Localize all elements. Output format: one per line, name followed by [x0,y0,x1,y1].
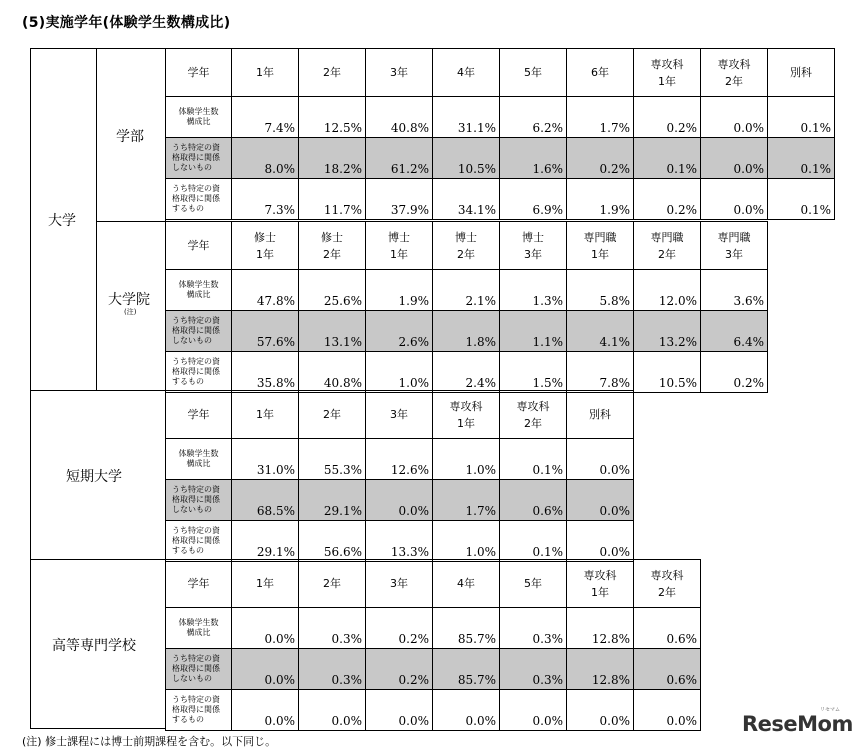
value-cell: 56.6% [299,521,366,562]
value-cell: 12.0% [634,270,701,311]
value-cell: 13.3% [366,521,433,562]
value-cell: 0.1% [768,179,835,220]
header-line-1: 学年 [187,66,210,79]
row-label-line: うち特定の資 [172,485,220,494]
row-label-line: するもの [172,204,204,213]
header-line-1: 1年 [256,408,274,421]
undergrad-table [165,48,835,220]
row-label [166,690,232,731]
value-cell: 0.2% [366,608,433,649]
grade-column-header [701,222,768,270]
value-cell: 1.5% [500,352,567,393]
page-title: (5)実施学年(体験学生数構成比) [22,15,231,31]
value-cell: 0.0% [232,690,299,731]
row-label-line: しないもの [172,163,212,172]
value-cell: 1.0% [433,521,500,562]
row-label [166,521,232,562]
value-cell: 0.2% [634,179,701,220]
value-cell: 13.1% [299,311,366,352]
header-line-1: 学年 [187,577,210,590]
value-cell: 8.0% [232,138,299,179]
header-line-1: 3年 [390,577,408,590]
header-line-2: 1年 [256,247,274,261]
table-row [166,439,634,480]
value-cell: 13.2% [634,311,701,352]
value-cell: 0.0% [701,179,768,220]
header-line-1: 学年 [187,239,210,252]
grade-column-header [701,49,768,97]
header-line-1: 専攻科 [516,399,550,413]
row-label [166,352,232,393]
value-cell: 34.1% [433,179,500,220]
header-line-1: 5年 [524,577,542,590]
header-line-1: 1年 [256,577,274,590]
row-label [166,439,232,480]
value-cell: 0.6% [634,608,701,649]
value-cell: 7.8% [567,352,634,393]
header-line-1: 2年 [323,577,341,590]
header-line-1: 6年 [591,66,609,79]
graduate-label: 大学院 [108,292,150,308]
header-line-1: 4年 [457,577,475,590]
header-line-2: 1年 [457,416,475,430]
grade-column-header [500,49,567,97]
value-cell: 1.7% [433,480,500,521]
header-line-2: 2年 [658,247,676,261]
value-cell: 0.0% [232,649,299,690]
value-cell: 7.3% [232,179,299,220]
header-line-1: 専門職 [717,230,751,244]
table-row [166,480,634,521]
grade-column-header [366,391,433,439]
value-cell: 0.3% [500,608,567,649]
value-cell: 3.6% [701,270,768,311]
grade-header [166,391,232,439]
row-label-line: 格取得に関係 [172,367,220,376]
row-label [166,608,232,649]
row-label-line: 格取得に関係 [172,536,220,545]
row-label-line: しないもの [172,505,212,514]
value-cell: 31.1% [433,97,500,138]
row-label-line: 体験学生数 [178,618,219,627]
value-cell: 0.6% [500,480,567,521]
value-cell: 1.0% [433,439,500,480]
value-cell: 1.9% [366,270,433,311]
grade-column-header [299,49,366,97]
grade-column-header [500,222,567,270]
grade-column-header [433,560,500,608]
technical-college-label: 高等専門学校 [52,638,136,654]
row-label-line: 格取得に関係 [172,705,220,714]
value-cell: 31.0% [232,439,299,480]
row-label [166,480,232,521]
value-cell: 0.3% [299,649,366,690]
value-cell: 6.2% [500,97,567,138]
junior-college-label: 短期大学 [66,469,122,485]
university-label: 大学 [48,213,76,229]
value-cell: 0.0% [567,480,634,521]
value-cell: 1.6% [500,138,567,179]
value-cell: 0.2% [701,352,768,393]
value-cell: 55.3% [299,439,366,480]
grade-column-header [433,391,500,439]
header-line-1: 博士 [455,230,477,244]
header-line-1: 専攻科 [650,57,684,71]
table-row [166,179,835,220]
value-cell: 35.8% [232,352,299,393]
resemom-logo-small: リセマム [820,707,840,713]
table-row [166,97,835,138]
header-line-1: 博士 [522,230,544,244]
header-line-1: 修士 [254,230,276,244]
value-cell: 4.1% [567,311,634,352]
value-cell: 37.9% [366,179,433,220]
undergrad-label: 学部 [116,129,144,145]
row-label-line: 体験学生数 [178,107,219,116]
value-cell: 0.0% [567,439,634,480]
grade-column-header [232,49,299,97]
value-cell: 85.7% [433,608,500,649]
value-cell: 0.0% [366,690,433,731]
value-cell: 29.1% [232,521,299,562]
header-line-1: 専門職 [583,230,617,244]
row-label-line: 構成比 [186,290,211,299]
table-row [166,521,634,562]
row-label-line: 体験学生数 [178,449,219,458]
table-row [166,608,701,649]
row-label-line: するもの [172,715,204,724]
value-cell: 0.0% [701,138,768,179]
value-cell: 57.6% [232,311,299,352]
header-line-2: 2年 [323,247,341,261]
row-label-line: うち特定の資 [172,695,220,704]
row-label [166,179,232,220]
value-cell: 12.5% [299,97,366,138]
header-line-1: 別科 [589,408,611,421]
value-cell: 12.8% [567,649,634,690]
value-cell: 0.0% [567,521,634,562]
value-cell: 29.1% [299,480,366,521]
value-cell: 11.7% [299,179,366,220]
header-line-2: 1年 [591,585,609,599]
row-label-line: 格取得に関係 [172,153,220,162]
header-line-2: 1年 [658,74,676,88]
row-label-line: 構成比 [186,628,211,637]
graduate-table [165,221,768,393]
value-cell: 0.3% [299,608,366,649]
value-cell: 47.8% [232,270,299,311]
header-line-2: 2年 [725,74,743,88]
value-cell: 18.2% [299,138,366,179]
grade-column-header [299,391,366,439]
row-label-line: しないもの [172,674,212,683]
row-label-line: うち特定の資 [172,526,220,535]
value-cell: 0.1% [500,521,567,562]
grade-column-header [433,222,500,270]
header-line-2: 1年 [591,247,609,261]
footnote: (注) 修士課程には博士前期課程を含む。以下同じ。 [22,735,277,748]
value-cell: 25.6% [299,270,366,311]
row-label-line: するもの [172,546,204,555]
junior-college-table [165,390,634,562]
grade-column-header [433,49,500,97]
header-line-1: 5年 [524,66,542,79]
value-cell: 68.5% [232,480,299,521]
header-line-2: 3年 [725,247,743,261]
table-row [166,270,768,311]
grade-column-header [567,560,634,608]
header-line-1: 修士 [321,230,343,244]
header-line-2: 2年 [658,585,676,599]
grade-column-header [567,222,634,270]
value-cell: 12.8% [567,608,634,649]
value-cell: 0.2% [366,649,433,690]
header-line-1: 2年 [323,408,341,421]
row-label-line: 格取得に関係 [172,194,220,203]
value-cell: 0.2% [567,138,634,179]
table-row [166,138,835,179]
grade-column-header [634,560,701,608]
grade-column-header [567,49,634,97]
value-cell: 10.5% [433,138,500,179]
row-label-line: 格取得に関係 [172,326,220,335]
value-cell: 0.0% [232,608,299,649]
row-label [166,649,232,690]
row-label-line: うち特定の資 [172,316,220,325]
row-label-line: うち特定の資 [172,357,220,366]
header-line-1: 3年 [390,66,408,79]
grade-column-header [366,222,433,270]
value-cell: 1.7% [567,97,634,138]
grade-column-header [366,49,433,97]
value-cell: 0.1% [768,97,835,138]
row-label-line: うち特定の資 [172,184,220,193]
value-cell: 0.6% [634,649,701,690]
grade-column-header [634,49,701,97]
header-line-1: 学年 [187,408,210,421]
table-row [166,690,701,731]
header-line-1: 3年 [390,408,408,421]
value-cell: 0.2% [634,97,701,138]
value-cell: 0.1% [634,138,701,179]
table-row [166,352,768,393]
value-cell: 6.9% [500,179,567,220]
row-label-line: 格取得に関係 [172,664,220,673]
header-line-1: 別科 [790,66,812,79]
value-cell: 7.4% [232,97,299,138]
row-label-line: 体験学生数 [178,280,219,289]
grade-column-header [299,560,366,608]
row-label [166,97,232,138]
value-cell: 2.1% [433,270,500,311]
value-cell: 40.8% [299,352,366,393]
row-label-line: うち特定の資 [172,654,220,663]
row-label-line: うち特定の資 [172,143,220,152]
header-line-1: 1年 [256,66,274,79]
value-cell: 85.7% [433,649,500,690]
row-label-line: しないもの [172,336,212,345]
value-cell: 40.8% [366,97,433,138]
grade-header [166,49,232,97]
row-label-line: するもの [172,377,204,386]
value-cell: 0.0% [567,690,634,731]
value-cell: 1.3% [500,270,567,311]
value-cell: 0.1% [768,138,835,179]
grade-header [166,560,232,608]
header-line-1: 専攻科 [449,399,483,413]
value-cell: 2.4% [433,352,500,393]
grade-header [166,222,232,270]
resemom-logo: ReseMom [742,712,853,736]
grade-column-header [500,560,567,608]
header-line-1: 博士 [388,230,410,244]
grade-column-header [634,222,701,270]
table-row [166,311,768,352]
row-label [166,311,232,352]
header-line-1: 4年 [457,66,475,79]
grade-column-header [768,49,835,97]
value-cell: 0.0% [299,690,366,731]
value-cell: 0.0% [433,690,500,731]
row-label [166,270,232,311]
header-line-1: 専攻科 [717,57,751,71]
header-line-1: 2年 [323,66,341,79]
graduate-note-mark: (注) [124,308,137,316]
value-cell: 1.9% [567,179,634,220]
grade-column-header [500,391,567,439]
value-cell: 0.0% [634,690,701,731]
technical-college-table [165,559,701,731]
value-cell: 0.3% [500,649,567,690]
row-label-line: 構成比 [186,117,211,126]
grade-column-header [232,560,299,608]
header-line-2: 1年 [390,247,408,261]
value-cell: 0.0% [500,690,567,731]
header-line-1: 専攻科 [650,568,684,582]
value-cell: 12.6% [366,439,433,480]
grade-column-header [232,391,299,439]
grade-column-header [232,222,299,270]
value-cell: 1.0% [366,352,433,393]
grade-column-header [567,391,634,439]
header-line-2: 2年 [524,416,542,430]
value-cell: 0.1% [500,439,567,480]
header-line-1: 専門職 [650,230,684,244]
value-cell: 2.6% [366,311,433,352]
table-row [166,649,701,690]
grade-column-header [366,560,433,608]
value-cell: 10.5% [634,352,701,393]
value-cell: 0.0% [701,97,768,138]
value-cell: 0.0% [366,480,433,521]
value-cell: 1.8% [433,311,500,352]
header-line-2: 2年 [457,247,475,261]
value-cell: 61.2% [366,138,433,179]
header-line-1: 専攻科 [583,568,617,582]
value-cell: 5.8% [567,270,634,311]
row-label-line: 格取得に関係 [172,495,220,504]
grade-column-header [299,222,366,270]
row-label [166,138,232,179]
row-label-line: 構成比 [186,459,211,468]
value-cell: 6.4% [701,311,768,352]
header-line-2: 3年 [524,247,542,261]
value-cell: 1.1% [500,311,567,352]
